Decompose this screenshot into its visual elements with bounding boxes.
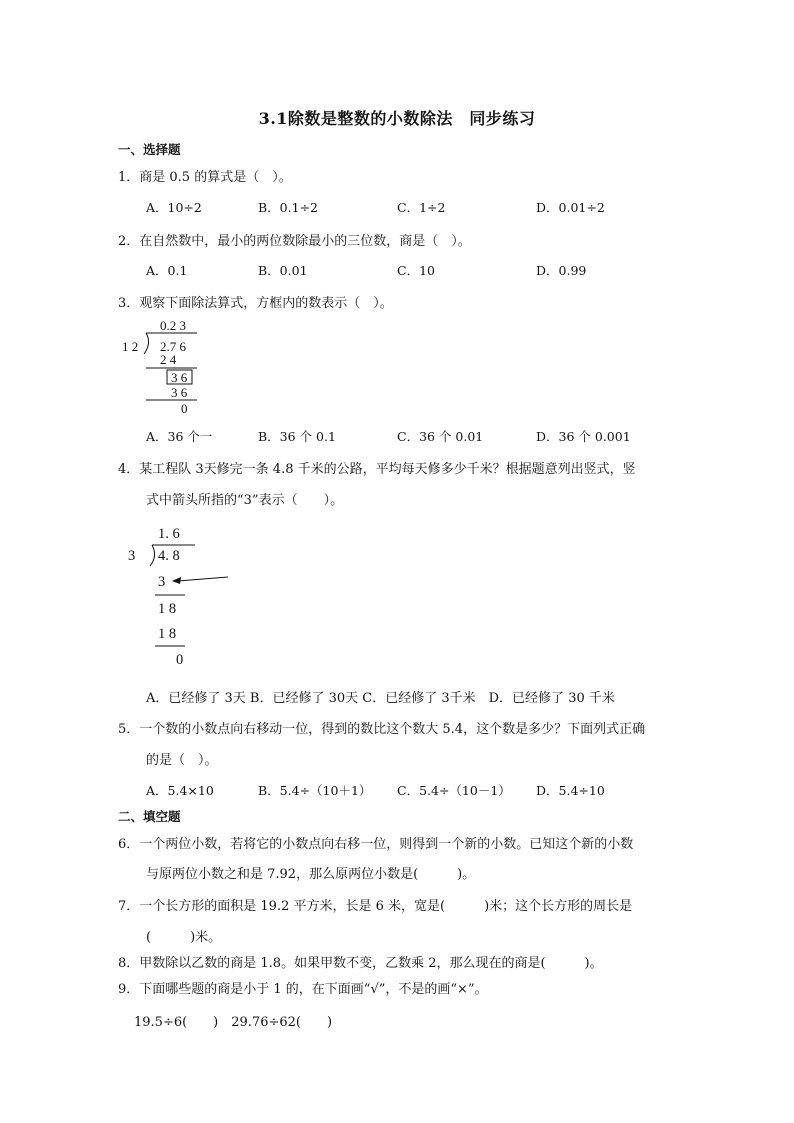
q4-quotient: 1. 6 [158,526,180,542]
q4-arrow-target-3: 3 [158,574,166,590]
q4-options: A．已经修了 3天 B．已经修了 30天 C．已经修了 3千米 D．已经修了 30 千米 [146,691,615,706]
q3-divisor: 1 2 [122,339,139,354]
q3-dividend: 2.7 6 [160,339,186,354]
q2-option-a: A．0.1 [146,263,188,278]
q3-option-b: B．36 个 0.1 [258,429,336,444]
section-heading-fill: 二、填空题 [118,809,181,824]
q3-option-c: C．36 个 0.01 [397,429,484,444]
question-6-line-2: 与原两位小数之和是 7.92，那么原两位小数是( )。 [146,867,476,882]
question-4-line-2: 式中箭头所指的“3”表示（ ）。 [146,493,344,508]
q3-quotient: 0.2 3 [160,318,186,333]
q4-divisor: 3 [128,548,136,564]
q3-option-a: A．36 个一 [146,429,213,444]
q2-option-b: B．0.01 [258,263,308,278]
q3-option-d: D．36 个 0.001 [536,429,631,444]
question-4-line-1: 4．某工程队 3天修完一条 4.8 千米的公路，平均每天修多少千米？根据题意列出竖式，竖 [118,462,636,477]
q4-remainder: 0 [176,652,184,668]
question-3: 3．观察下面除法算式，方框内的数表示（ ）。 [118,296,393,311]
q5-option-d: D．5.4÷10 [536,783,605,798]
q3-step1: 2 4 [160,352,177,367]
q5-option-b: B．5.4÷（10＋1） [258,783,372,798]
q5-option-a: A．5.4×10 [146,783,214,798]
q1-option-c: C．1÷2 [397,200,446,215]
question-9-line-2: 19.5÷6( ) 29.76÷62( ) [134,1015,333,1030]
q2-option-c: C．10 [397,263,435,278]
q2-option-d: D．0.99 [536,263,587,278]
question-5-line-2: 的是（ ）。 [146,753,218,768]
q1-option-a: A．10÷2 [146,200,202,215]
question-6-line-1: 6．一个两位小数，若将它的小数点向右移一位，则得到一个新的小数。已知这个新的小数 [118,837,634,852]
question-9-line-1: 9．下面哪些题的商是小于 1 的，在下面画“√”，不是的画“×”。 [118,982,488,997]
q4-step2: 1 8 [158,601,177,617]
q1-option-d: D．0.01÷2 [536,200,605,215]
q3-step2: 3 6 [171,385,188,400]
page-title: 3.1除数是整数的小数除法 同步练习 [258,109,536,128]
q1-option-b: B．0.1÷2 [258,200,318,215]
question-5-line-1: 5．一个数的小数点向右移动一位，得到的数比这个数大 5.4，这个数是多少？下面列式正确 [118,722,646,737]
question-1: 1．商是 0.5 的算式是（ ）。 [118,170,292,185]
q3-remainder: 0 [181,401,188,416]
q3-boxed-number: 3 6 [171,370,188,385]
section-heading-choice: 一、选择题 [118,142,181,157]
q4-dividend: 4. 8 [158,548,180,564]
q4-step3: 1 8 [158,626,177,642]
question-8: 8．甲数除以乙数的商是 1.8。如果甲数不变，乙数乘 2，那么现在的商是( )。 [118,956,603,971]
q5-option-c: C．5.4÷（10－1） [397,783,511,798]
question-7-line-1: 7．一个长方形的面积是 19.2 平方米，长是 6 米，宽是( )米；这个长方形的周长是 [118,899,633,914]
question-2: 2．在自然数中，最小的两位数除最小的三位数，商是（ ）。 [118,234,471,249]
question-7-line-2: ( )米。 [146,930,222,945]
